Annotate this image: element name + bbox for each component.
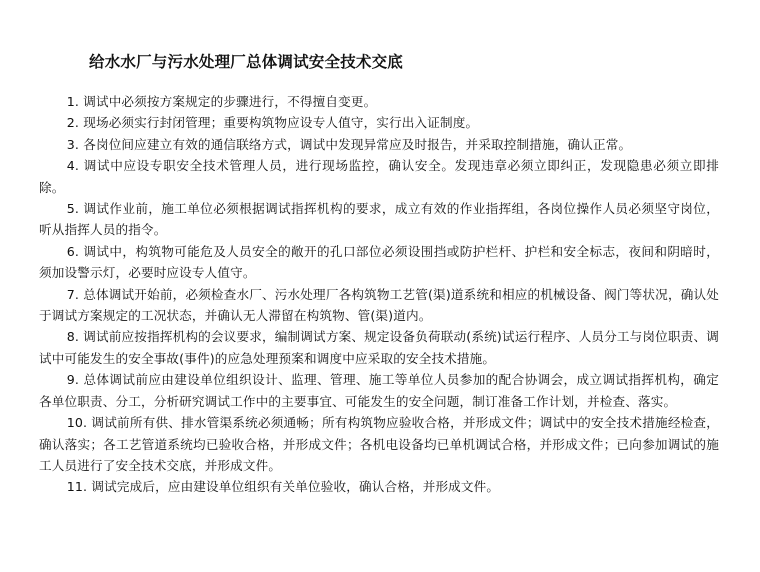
- item-text: 调试中应设专职安全技术管理人员，进行现场监控，确认安全。发现违章必须立即纠正，发现隐患必须立即排除。: [39, 158, 719, 195]
- list-item: [39, 476, 719, 497]
- item-number: 4.: [66, 158, 80, 174]
- item-text: 各岗位间应建立有效的通信联络方式，调试中发现异常应及时报告，并采取控制措施，确认正常。: [83, 136, 632, 152]
- list-item: [39, 241, 719, 284]
- item-number: 9.: [66, 372, 80, 388]
- item-number: 5.: [66, 201, 80, 217]
- item-number: 10.: [66, 415, 88, 431]
- list-item: [39, 284, 719, 327]
- item-text: 总体调试开始前，必须检查水厂、污水处理厂各构筑物工艺管(渠)道系统和相应的机械设备、阀门等状况，确认处于调试方案规定的工况状态，并确认无人滞留在构筑物、管(渠)道内。: [39, 286, 719, 324]
- item-number: 6.: [66, 243, 80, 259]
- item-number: 7.: [66, 286, 80, 302]
- item-number: 8.: [66, 329, 80, 345]
- item-number: 11.: [66, 479, 88, 495]
- item-number: 1.: [66, 94, 80, 109]
- list-item: [39, 369, 719, 412]
- item-text: 现场必须实行封闭管理；重要构筑物应设专人值守，实行出入证制度。: [83, 115, 479, 131]
- item-text: 总体调试前应由建设单位组织设计、监理、管理、施工等单位人员参加的配合协调会，成立调试指挥机构，确定各单位职责、分工，分析研究调试工作中的主要事宜、可能发生的安全问题，制订准备工作计划，并检查、落实。: [39, 372, 719, 409]
- list-item: [39, 112, 719, 133]
- list-item: [39, 155, 719, 198]
- item-list: [39, 91, 719, 498]
- list-item: [39, 134, 719, 155]
- list-item: [39, 326, 719, 369]
- item-text: 调试中必须按方案规定的步骤进行，不得擅自变更。: [83, 94, 377, 109]
- item-text: 调试前应按指挥机构的会议要求，编制调试方案、规定设备负荷联动(系统)试运行程序、人员分工与岗位职责、调试中可能发生的安全事故(事件)的应急处理预案和调度中应采取的安全技术措施。: [39, 329, 719, 366]
- item-text: 调试完成后，应由建设单位组织有关单位验收，确认合格，并形成文件。: [91, 479, 500, 495]
- item-number: 3.: [66, 136, 80, 152]
- list-item: [39, 91, 719, 112]
- list-item: [39, 412, 719, 476]
- item-text: 调试前所有供、排水管渠系统必须通畅；所有构筑物应验收合格，并形成文件；调试中的安全技术措施经检查，确认落实；各工艺管道系统均已验收合格，并形成文件；各机电设备均已单机调试合格，并形成文件；已向参加调试的施工人员进行了安全技术交底，并形成文件。: [39, 415, 719, 473]
- item-text: 调试作业前，施工单位必须根据调试指挥机构的要求，成立有效的作业指挥组，各岗位操作人员必须坚守岗位，听从指挥人员的指令。: [39, 201, 719, 238]
- document-title: 给水水厂与污水处理厂总体调试安全技术交底: [89, 52, 404, 71]
- item-number: 2.: [66, 115, 80, 131]
- list-item: [39, 198, 719, 241]
- item-text: 调试中，构筑物可能危及人员安全的敞开的孔口部位必须设围挡或防护栏杆、护栏和安全标志，夜间和阴暗时，须加设警示灯，必要时应设专人值守。: [39, 243, 719, 281]
